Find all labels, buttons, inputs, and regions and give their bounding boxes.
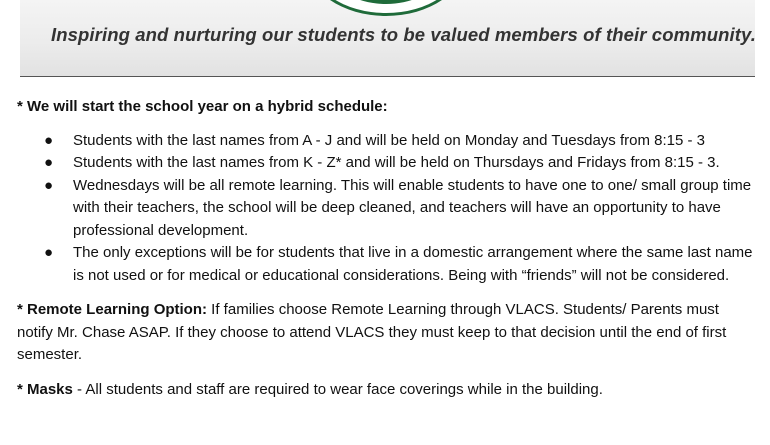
- masks-text: - All students and staff are required to wear face coverings while in the building.: [72, 380, 603, 398]
- hybrid-schedule-heading: * We will start the school year on a hybrid schedule:: [17, 98, 388, 115]
- bullet-icon: ●: [44, 131, 54, 149]
- masks-label: * Masks: [17, 380, 73, 398]
- remote-learning-label: * Remote Learning Option:: [17, 301, 208, 318]
- bullet-text: The only exceptions will be for students that live in a domestic arrangement where the same last name is not used or for medical or educational considerations. Being with “friends” will not be considered.: [73, 244, 753, 284]
- header-banner: [20, 0, 755, 77]
- bullet-icon: ●: [44, 154, 54, 171]
- remote-learning-text: If families choose Remote Learning through VLACS. Students/ Parents must notify Mr. Chase ASAP. If they choose to attend VLACS they must keep to that decision until the end of first semester.: [17, 301, 727, 363]
- document-body: [17, 96, 757, 401]
- school-logo: [306, 0, 466, 16]
- remote-learning-paragraph: [17, 299, 757, 367]
- bullet-text: Wednesdays will be all remote learning. This will enable students to have one to one/ small group time with their teachers, the school will be deep cleaned, and teachers will have an opportunity to have professional development.: [73, 176, 752, 239]
- list-item: [17, 152, 757, 175]
- masks-paragraph: [17, 379, 757, 402]
- bullet-text: Students with the last names from K - Z* and will be held on Thursdays and Fridays from 8:15 - 3.: [73, 154, 720, 171]
- schedule-bullet-list: [17, 130, 757, 288]
- school-tagline: Inspiring and nurturing our students to be valued members of their community.: [51, 24, 756, 45]
- bullet-icon: ●: [44, 244, 54, 261]
- list-item: [17, 130, 757, 153]
- list-item: [17, 242, 757, 287]
- bullet-icon: ●: [44, 176, 54, 194]
- bullet-text: Students with the last names from A - J and will be held on Monday and Tuesdays from 8:15 - 3: [73, 131, 706, 149]
- list-item: [17, 175, 757, 243]
